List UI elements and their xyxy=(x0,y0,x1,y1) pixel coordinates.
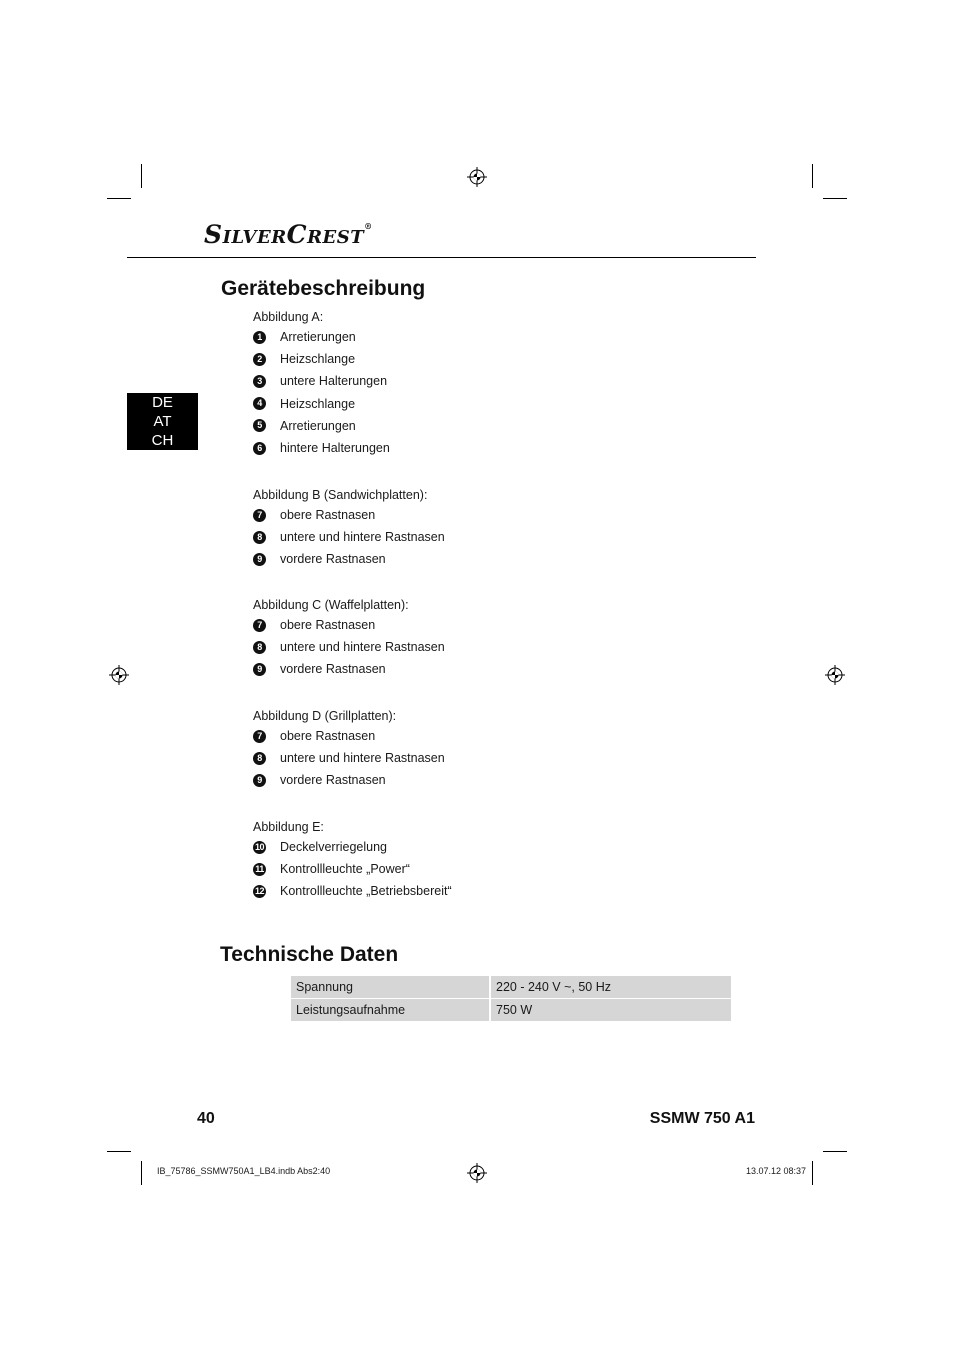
crop-mark xyxy=(107,1151,131,1152)
item-label: Deckelverriegelung xyxy=(280,840,388,854)
logo-registered-mark: ® xyxy=(364,221,373,231)
item-label: untere Halterungen xyxy=(280,374,388,389)
item-label: vordere Rastnasen xyxy=(280,662,386,677)
item-number-badge: 6 xyxy=(253,442,266,455)
item-number-badge: 9 xyxy=(253,663,266,676)
crop-mark xyxy=(812,164,813,188)
item-number-badge: 9 xyxy=(253,553,266,566)
list-item xyxy=(253,507,376,523)
item-number-badge: 7 xyxy=(253,509,266,522)
spec-row xyxy=(291,999,731,1021)
item-label: obere Rastnasen xyxy=(280,729,376,743)
item-label: Heizschlange xyxy=(280,396,356,411)
spec-table xyxy=(291,976,731,1021)
list-item xyxy=(253,728,376,744)
list-item xyxy=(253,440,390,456)
spec-value: 750 W xyxy=(491,999,731,1021)
list-item xyxy=(253,772,386,788)
list-item xyxy=(253,861,410,877)
print-slug-datetime: 13.07.12 08:37 xyxy=(745,1166,806,1176)
spec-name: Leistungsaufnahme xyxy=(291,999,489,1021)
language-tab xyxy=(127,393,198,450)
list-item xyxy=(253,839,388,855)
list-item xyxy=(253,418,356,434)
figure-caption: Abbildung C (Waffelplatten): xyxy=(253,598,409,612)
registration-mark-icon xyxy=(467,167,487,187)
list-item xyxy=(253,883,452,899)
page-number: 40 xyxy=(197,1110,215,1127)
figure-caption: Abbildung D (Grillplatten): xyxy=(253,709,397,723)
item-label: untere und hintere Rastnasen xyxy=(280,751,445,766)
crop-mark xyxy=(823,198,847,199)
language-code: AT xyxy=(153,413,172,430)
item-number-badge: 4 xyxy=(253,397,266,410)
item-number-badge: 8 xyxy=(253,752,266,765)
item-label: hintere Halterungen xyxy=(280,441,390,455)
model-name: SSMW 750 A1 xyxy=(649,1110,755,1127)
registration-mark-icon xyxy=(109,665,129,685)
figure-caption: Abbildung A: xyxy=(253,310,324,324)
item-number-badge: 2 xyxy=(253,353,266,366)
item-label: untere und hintere Rastnasen xyxy=(280,640,445,655)
item-number-badge: 5 xyxy=(253,419,266,432)
silvercrest-logo xyxy=(204,222,373,247)
spec-name: Spannung xyxy=(291,976,489,998)
crop-mark xyxy=(141,1161,142,1185)
item-label: untere und hintere Rastnasen xyxy=(280,530,445,545)
list-item xyxy=(253,351,356,367)
list-item xyxy=(253,639,445,655)
crop-mark xyxy=(823,1151,847,1152)
item-label: vordere Rastnasen xyxy=(280,552,386,567)
registration-mark-icon xyxy=(467,1163,487,1183)
item-number-badge: 7 xyxy=(253,730,266,743)
figure-caption: Abbildung B (Sandwichplatten): xyxy=(253,488,428,502)
item-number-badge: 12 xyxy=(254,885,264,896)
item-number-badge: 1 xyxy=(253,331,266,344)
item-number-badge: 8 xyxy=(253,641,266,654)
spec-value: 220 - 240 V ~, 50 Hz xyxy=(491,976,731,998)
language-code: CH xyxy=(151,432,174,449)
crop-mark xyxy=(812,1161,813,1185)
list-item xyxy=(253,661,386,677)
crop-mark xyxy=(107,198,131,199)
header-rule xyxy=(127,257,756,258)
item-number-badge: 7 xyxy=(253,619,266,632)
item-label: Arretierungen xyxy=(280,330,356,344)
item-number-badge: 10 xyxy=(254,841,264,852)
list-item xyxy=(253,551,386,567)
language-code: DE xyxy=(152,394,173,411)
item-label: vordere Rastnasen xyxy=(280,773,386,788)
item-label: Heizschlange xyxy=(280,352,356,367)
list-item xyxy=(253,373,388,389)
item-number-badge: 9 xyxy=(253,774,266,787)
item-number-badge: 8 xyxy=(253,531,266,544)
item-label: obere Rastnasen xyxy=(280,508,376,522)
logo-text: C xyxy=(286,220,308,249)
crop-mark xyxy=(141,164,142,188)
item-number-badge: 3 xyxy=(253,375,266,388)
item-label: Kontrollleuchte „Betriebsbereit“ xyxy=(280,884,452,899)
logo-text: ILVER xyxy=(222,227,287,248)
figure-caption: Abbildung E: xyxy=(253,820,324,834)
logo-text: REST xyxy=(307,227,365,248)
item-label: Kontrollleuchte „Power“ xyxy=(280,862,410,877)
list-item xyxy=(253,329,356,345)
list-item xyxy=(253,396,356,412)
registration-mark-icon xyxy=(825,665,845,685)
list-item xyxy=(253,529,445,545)
list-item xyxy=(253,617,376,633)
logo-text: S xyxy=(204,220,223,249)
spec-row xyxy=(291,976,731,998)
print-slug-file: IB_75786_SSMW750A1_LB4.indb Abs2:40 xyxy=(157,1166,331,1176)
item-number-badge: 11 xyxy=(253,863,266,876)
section-title-tech: Technische Daten xyxy=(220,943,399,966)
item-label: obere Rastnasen xyxy=(280,618,376,632)
section-title-device: Gerätebeschreibung xyxy=(221,277,426,300)
list-item xyxy=(253,750,445,766)
item-label: Arretierungen xyxy=(280,418,356,433)
